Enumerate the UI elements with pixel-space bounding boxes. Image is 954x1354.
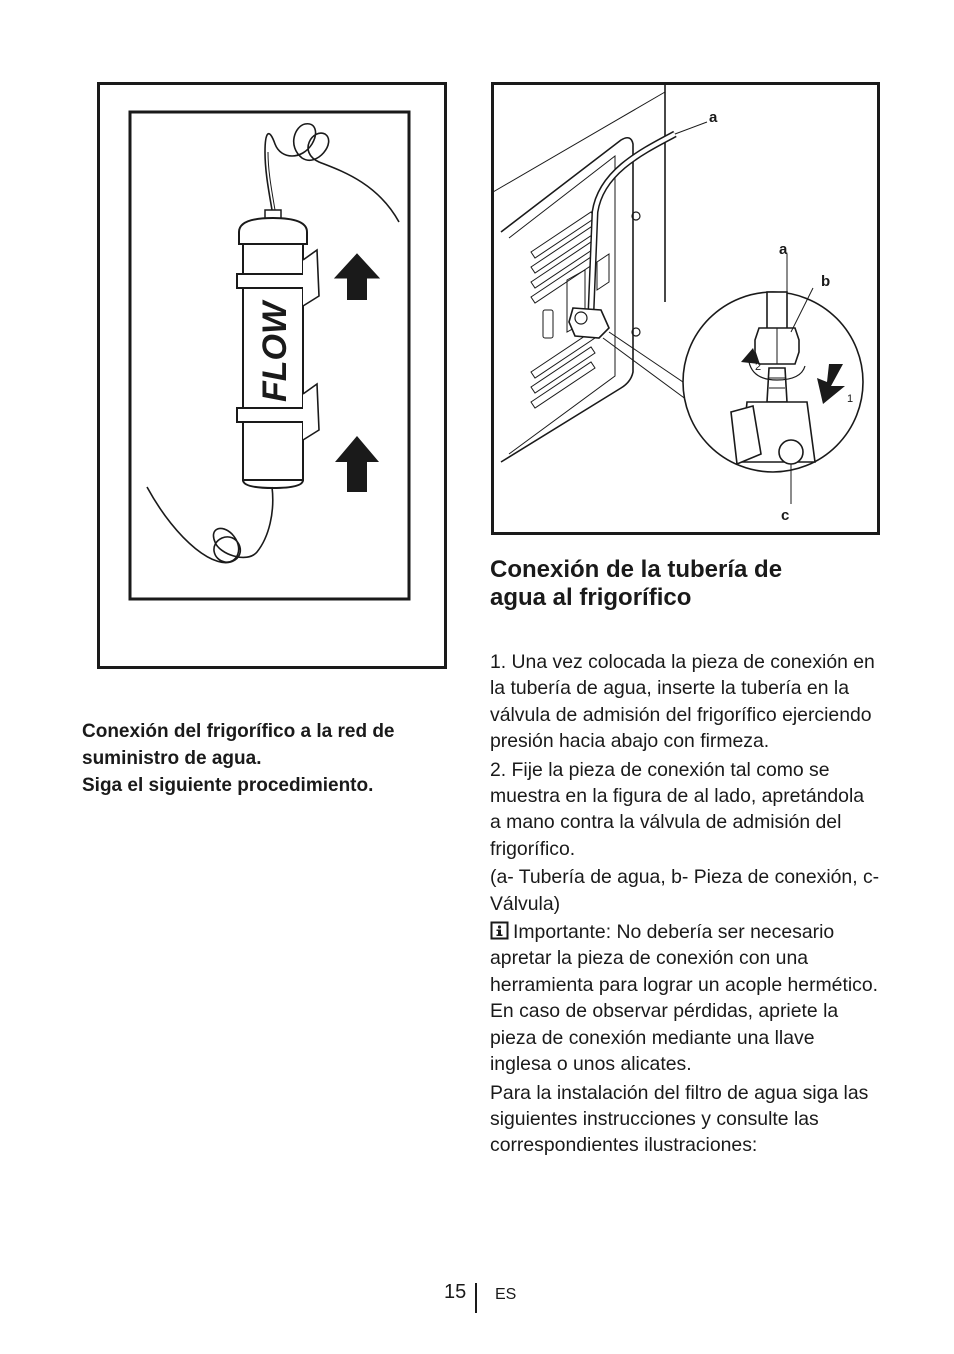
instruction-step-2: 2. Fije la pieza de conexión tal como se muestra en la figura de al lado, apretándola a mano contra la válvula de admisión del frigorífico. (490, 758, 865, 860)
step-1-label: 1 (847, 393, 854, 405)
page-number: 15 (444, 1281, 467, 1303)
label-a-top: a (709, 109, 718, 126)
heading-line-2: agua al frigorífico (490, 584, 692, 611)
language-code: ES (495, 1286, 517, 1303)
footer-divider (475, 1283, 477, 1313)
info-icon (490, 921, 509, 940)
section-heading (490, 556, 890, 612)
important-note-text: Importante: No debería ser necesario apretar la pieza de conexión con una herramienta para lograr un acople hermético. En caso de observar pérdidas, apriete la pieza de conexión mediante una llave inglesa o unos alicates. (490, 921, 879, 1076)
instruction-step-1: 1. Una vez colocada la pieza de conexión en la tubería de agua, inserte la tubería en la válvula de admisión del frigorífico ejerciendo presión hacia abajo con firmeza. (490, 651, 875, 753)
label-a-zoom: a (779, 241, 788, 258)
important-note (490, 919, 880, 1077)
step-2-label: 2 (755, 361, 762, 373)
valve-connection-illustration (491, 82, 880, 535)
filter-flow-label: FLOW (256, 301, 294, 402)
label-c: c (781, 507, 790, 524)
caption-line-3: Siga el siguiente procedimiento. (82, 775, 374, 796)
filter-illustration (97, 82, 447, 669)
parts-legend: (a- Tubería de agua, b- Pieza de conexión, c-Válvula) (490, 866, 880, 915)
label-b: b (821, 273, 831, 290)
filter-instructions-intro: Para la instalación del filtro de agua siga las siguientes instrucciones y consulte las correspondientes ilustraciones: (490, 1081, 869, 1157)
heading-line-1: Conexión de la tubería de (490, 556, 783, 583)
caption-line-1: Conexión del frigorífico a la red de (82, 721, 395, 742)
figure-caption (82, 718, 462, 799)
caption-line-2: suministro de agua. (82, 748, 262, 769)
section-body (490, 649, 880, 1161)
